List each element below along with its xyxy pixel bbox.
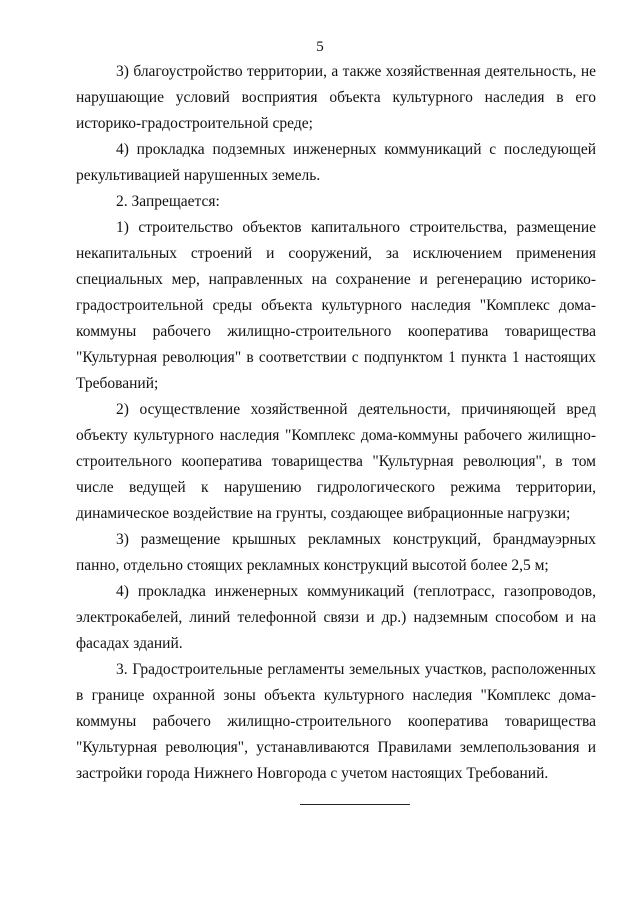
document-body xyxy=(76,59,596,787)
paragraph-prohibited-advertising: 3) размещение крышных рекламных конструкций, брандмауэрных панно, отдельно стоящих рекламных конструкций высотой более 2,5 м; xyxy=(76,531,596,574)
paragraph-prohibited-economic-activity: 2) осуществление хозяйственной деятельности, причиняющей вред объекту культурного наследия "Комплекс дома-коммуны рабочего жилищно-строительного кооператива товарищества "Культурная революция", в том числе ведущей к нарушению гидрологического режима территории, динамическое воздействие на грунты, создающее вибрационные нагрузки; xyxy=(76,401,596,522)
section-heading-prohibited: 2. Запрещается: xyxy=(116,193,220,210)
page-number: 5 xyxy=(316,39,324,55)
paragraph-item-3-improvement: 3) благоустройство территории, а также хозяйственная деятельность, не нарушающие условий восприятия объекта культурного наследия в его историко-градостроительной среде; xyxy=(76,63,596,132)
paragraph-prohibited-construction: 1) строительство объектов капитального строительства, размещение некапитальных строений и сооружений, за исключением применения специальных мер, направленных на сохранение и регенерацию историко-градостроительной среды объекта культурного наследия "Комплекс дома-коммуны рабочего жилищно-строительного кооператива товарищества "Культурная революция" в соответствии с подпунктом 1 пункта 1 настоящих Требований; xyxy=(76,219,596,392)
end-divider-line xyxy=(300,804,410,805)
paragraph-urban-planning-regulations: 3. Градостроительные регламенты земельных участков, расположенных в границе охранной зоны объекта культурного наследия "Комплекс дома-коммуны рабочего жилищно-строительного кооператива товарищества "Культурная революция", устанавливаются Правилами землепользования и застройки города Нижнего Новгорода с учетом настоящих Требований. xyxy=(76,661,596,782)
paragraph-prohibited-overhead-utilities: 4) прокладка инженерных коммуникаций (теплотрасс, газопроводов, электрокабелей, линий телефонной связи и др.) надземным способом и на фасадах зданий. xyxy=(76,583,596,652)
paragraph-item-4-underground-utilities: 4) прокладка подземных инженерных коммуникаций с последующей рекультивацией нарушенных земель. xyxy=(76,141,596,184)
